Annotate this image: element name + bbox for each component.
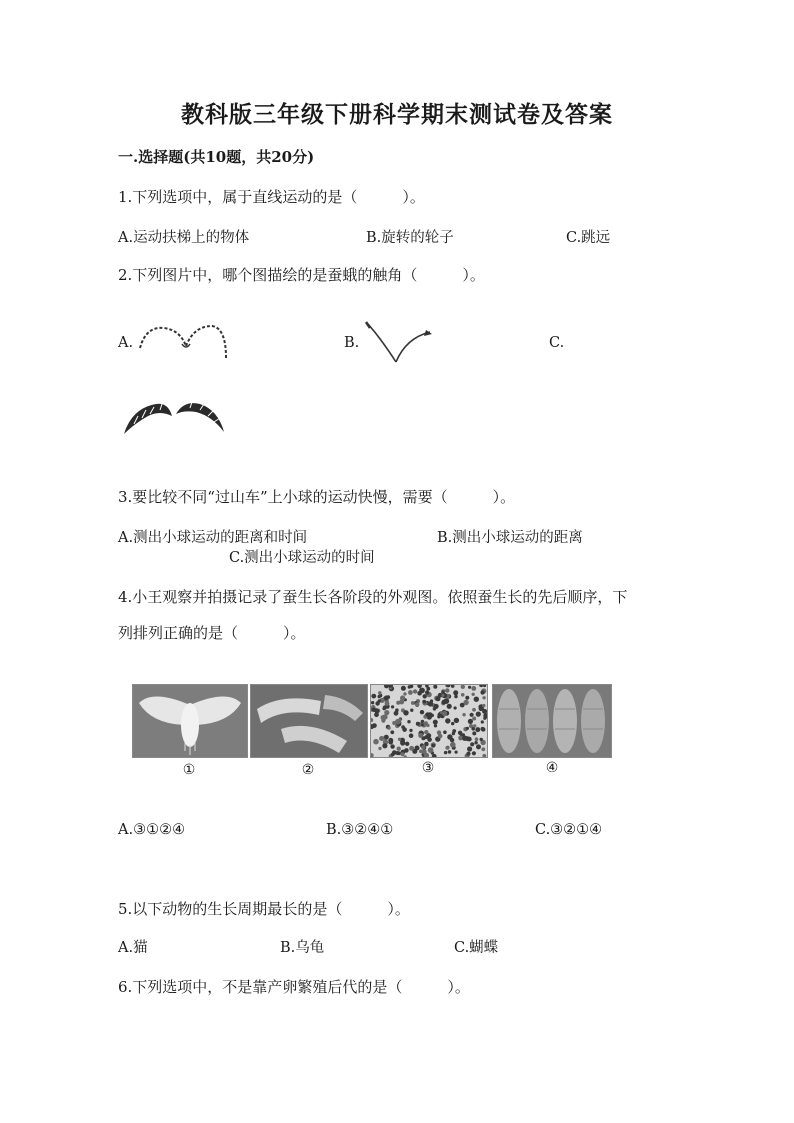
photo-caption-1: ① [182, 762, 196, 778]
photo-caption-4: ④ [545, 760, 559, 776]
silkworm-moth-photo [132, 684, 248, 758]
question-1-option-b[interactable]: B.旋转的轮子 [366, 230, 454, 246]
silkworm-eggs-photo [370, 684, 488, 758]
photo-caption-3: ③ [421, 760, 435, 776]
question-2-stem: 2.下列图片中，哪个图描绘的是蚕蛾的触角（ ）。 [118, 266, 485, 284]
question-4-stem-line-1: 4.小王观察并拍摄记录了蚕生长各阶段的外观图。依照蚕生长的先后顺序，下 [118, 588, 628, 606]
question-3-option-c[interactable]: C.测出小球运动的时间 [229, 550, 375, 566]
question-5-option-b[interactable]: B.乌龟 [280, 940, 325, 956]
question-1-option-a[interactable]: A.运动扶梯上的物体 [118, 230, 250, 246]
question-1-option-c[interactable]: C.跳远 [566, 230, 611, 246]
question-1-stem: 1.下列选项中，属于直线运动的是（ ）。 [118, 188, 425, 206]
question-4-stem-line-2: 列排列正确的是（ ）。 [118, 624, 306, 642]
question-5-stem: 5.以下动物的生长周期最长的是（ ）。 [118, 900, 410, 918]
page-title: 教科版三年级下册科学期末测试卷及答案 [181, 101, 613, 128]
question-4-option-b[interactable]: B.③②④① [326, 822, 394, 838]
question-5-option-c[interactable]: C.蝴蝶 [454, 940, 499, 956]
silkworm-larva-photo [250, 684, 368, 758]
antenna-curved-image [134, 318, 232, 364]
question-4-option-c[interactable]: C.③②①④ [535, 822, 603, 838]
question-3-stem: 3.要比较不同“过山车”上小球的运动快慢，需要（ ）。 [118, 488, 516, 506]
question-6-stem: 6.下列选项中，不是靠产卵繁殖后代的是（ ）。 [118, 978, 470, 996]
question-3-option-a[interactable]: A.测出小球运动的距离和时间 [118, 530, 308, 546]
section-heading: 一.选择题(共10题，共20分) [118, 148, 315, 166]
question-3-option-b[interactable]: B.测出小球运动的距离 [437, 530, 583, 546]
antenna-feathered-image [120, 396, 228, 438]
question-2-option-b[interactable]: B. [344, 335, 360, 351]
silkworm-pupa-photo [492, 684, 612, 758]
question-2-option-c[interactable]: C. [549, 335, 565, 351]
question-5-option-a[interactable]: A.猫 [118, 940, 148, 956]
question-4-option-a[interactable]: A.③①②④ [118, 822, 186, 838]
photo-caption-2: ② [301, 762, 315, 778]
antenna-thread-image [360, 320, 440, 366]
question-2-option-a[interactable]: A. [118, 335, 134, 351]
